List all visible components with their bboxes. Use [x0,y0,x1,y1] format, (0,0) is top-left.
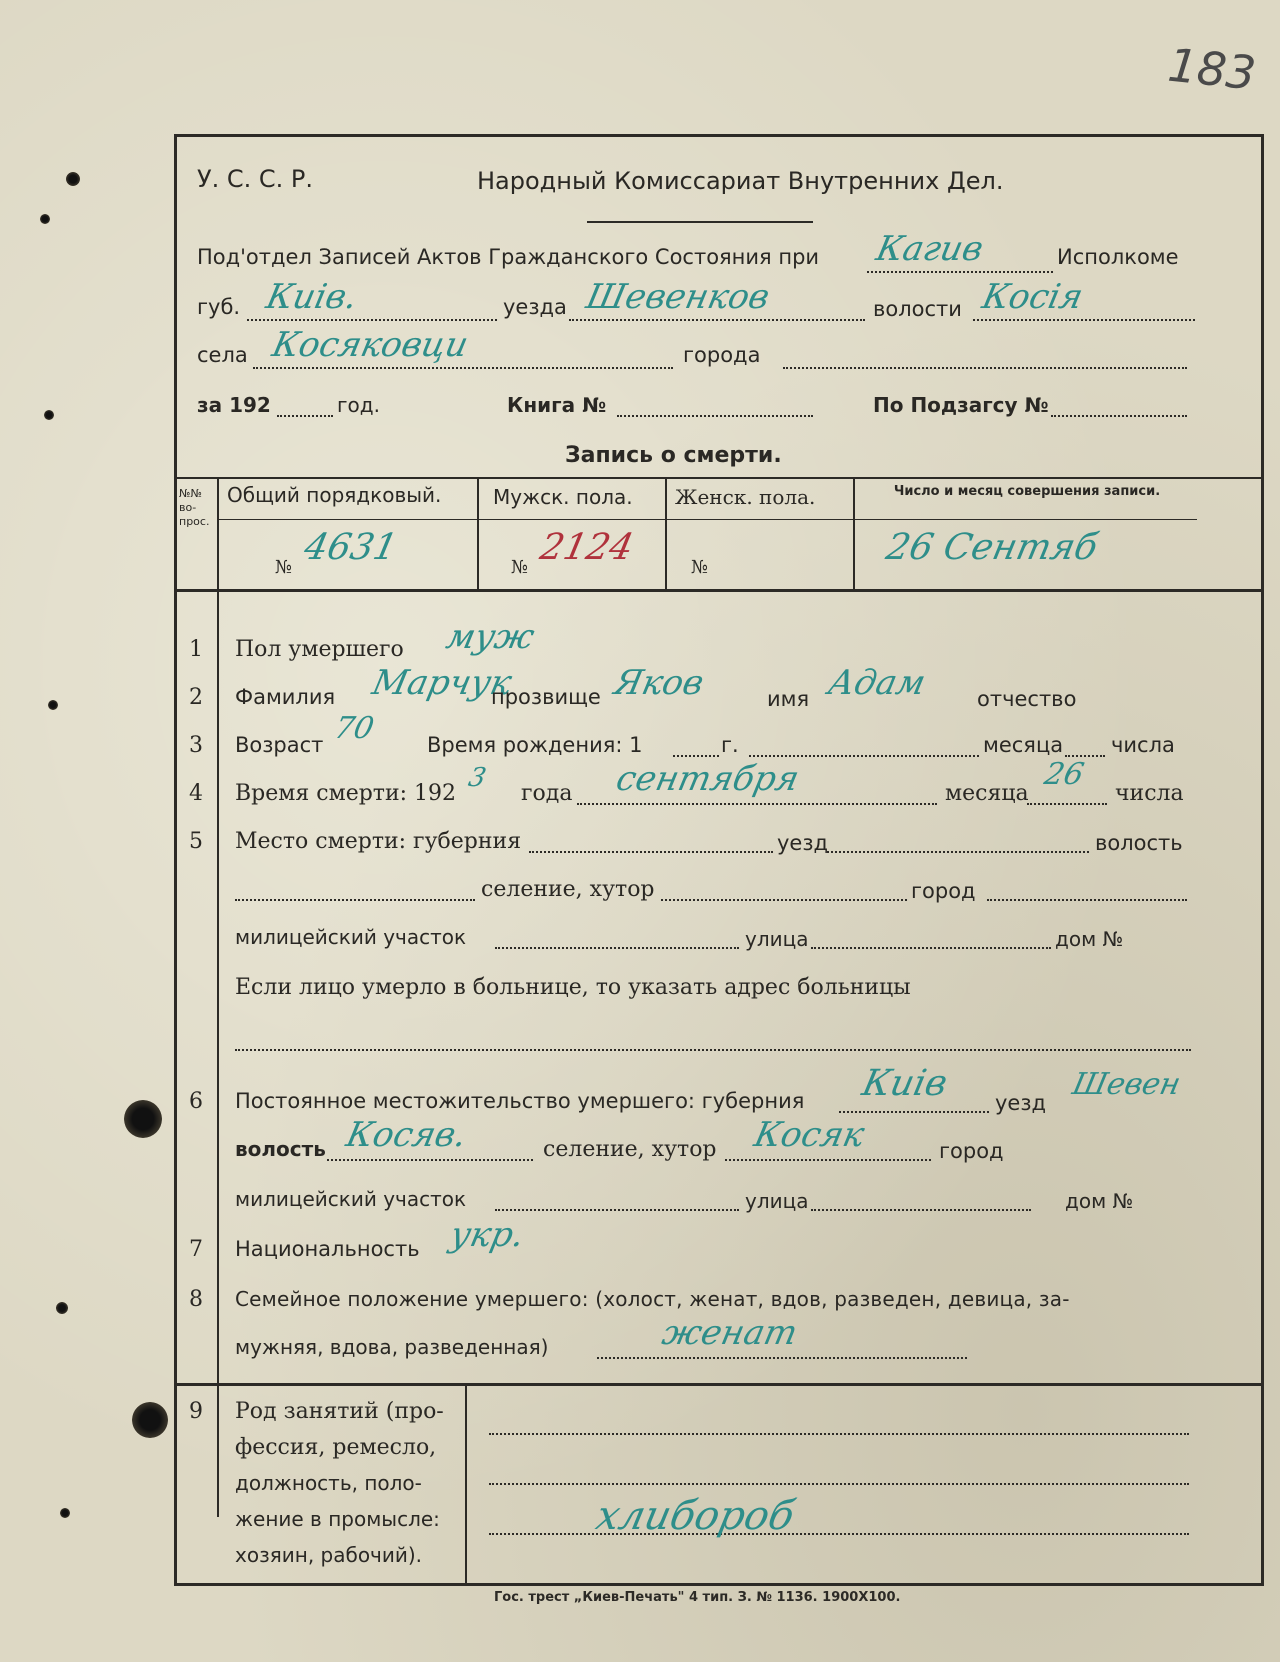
residence-uezd-label: уезд [995,1091,1047,1115]
col-rule [217,477,219,589]
podzags-label: По Подзагсу № [873,393,1049,417]
sex-value: муж [442,617,538,657]
no-sign: № [511,557,529,578]
residence-volost-label: волость [235,1137,326,1161]
col-general-number: Общий порядковый. [227,483,442,507]
punch-hole [44,410,54,420]
sex-label: Пол умершего [235,637,404,662]
marital-label: Семейное положение умершего: (холост, женат, вдов, разведен, девица, за- [235,1287,1070,1311]
gorod-label: города [683,343,761,367]
uezd-value: Шевенков [582,277,774,317]
selo-label: села [197,343,248,367]
death-month-value: сентября [612,759,803,799]
residence-uezd-value: Шевен [1069,1067,1184,1102]
nationality-value: укр. [446,1215,528,1255]
residence-house-label: дом № [1065,1189,1134,1213]
name-value: Адам [824,663,930,703]
uezd-line [569,319,865,321]
gub-line [247,319,497,321]
residence-volost-value: Косяв. [342,1115,471,1155]
punch-hole [48,700,58,710]
record-title: Запись о смерти. [565,443,782,468]
uezd-label: уезда [503,295,567,319]
residence-selenie-label: селение, хутор [543,1137,717,1162]
death-selenie-label: селение, хутор [481,877,655,902]
birth-label: Время рождения: 1 [427,733,643,757]
q-number: 9 [189,1399,203,1424]
q-number: 1 [189,637,203,662]
occupation-value: хлибороб [592,1493,799,1539]
age-label: Возраст [235,733,324,757]
ispolkom-label: Исполкоме [1057,245,1179,269]
commissariat-title: Народный Комиссариат Внутренних Дел. [477,167,1004,195]
hospital-line [235,1049,1191,1051]
death-gub-line [529,851,773,853]
occupation-line [489,1433,1189,1435]
q-number: 7 [189,1237,203,1262]
q-number: 8 [189,1287,203,1312]
death-day-value: 26 [1041,757,1087,792]
col-rule [477,477,479,589]
gub-value: Киiв. [262,277,361,317]
gorod-line [783,367,1187,369]
death-militia-label: милицейский участок [235,925,467,949]
selo-line [253,367,673,369]
q-number: 6 [189,1089,203,1114]
death-year-value: 3 [465,763,489,793]
podzags-line [1051,415,1187,417]
col-rule [465,1383,467,1583]
divider [587,221,813,223]
nickname-value: Яков [610,663,708,703]
occupation-label-2: фессия, ремесло, [235,1435,437,1460]
death-day-label: числа [1115,781,1184,806]
male-number-value: 2124 [536,527,637,568]
residence-gub-line [839,1111,989,1113]
punch-hole [56,1302,68,1314]
occupation-label-5: хозяин, рабочий). [235,1543,423,1567]
god-label: год. [337,393,380,417]
residence-gorod-label: город [939,1139,1004,1163]
residence-label: Постоянное местожительство умершего: губерния [235,1089,805,1113]
selo-value: Косяковци [268,325,472,365]
residence-street-label: улица [745,1189,809,1213]
age-value: 70 [331,711,377,746]
death-goda-label: года [521,781,573,806]
rule [177,477,1261,479]
residence-militia-line [495,1209,739,1211]
printer-footer: Гос. трест „Киев-Печать" 4 тип. З. № 1136. 1900Х100. [494,1590,901,1605]
general-number-value: 4631 [300,527,401,568]
death-uezd-label: уезд [777,831,829,855]
col-male: Мужск. пола. [493,485,633,509]
punch-hole [66,172,80,186]
occupation-label-3: должность, поло- [235,1471,422,1495]
rule [217,519,1197,520]
birth-month-line [749,755,979,757]
q-number: 5 [189,829,203,854]
death-volost-line [235,899,475,901]
occupation-label-1: Род занятий (про- [235,1399,444,1424]
death-uezd-line [827,851,1089,853]
death-month-label: месяца [945,781,1029,806]
death-gorod-label: город [911,879,976,903]
residence-militia-label: милицейский участок [235,1187,467,1211]
nickname-label: прозвище [491,685,601,709]
num-col-rule [217,589,219,1517]
rule [177,1383,1261,1386]
death-day-line [1027,803,1107,805]
rule [177,589,1261,592]
col-rule [853,477,855,589]
birth-day-label: числа [1111,733,1175,757]
name-label: имя [767,687,810,711]
marital-value: женат [658,1313,801,1353]
col-rule [665,477,667,589]
question-number-header: №№ во- прос. [179,487,210,528]
patronymic-label: отчество [977,687,1077,711]
death-street-line [811,947,1051,949]
birth-month-label: месяца [983,733,1064,757]
q-number: 4 [189,781,203,806]
marital-label-cont: мужняя, вдова, разведенная) [235,1335,549,1359]
occupation-line [489,1483,1189,1485]
no-sign: № [691,557,709,578]
death-militia-line [495,947,739,949]
subdept-line [867,271,1053,273]
birth-year-line [673,755,719,757]
residence-gub-value: Киiв [858,1063,951,1104]
volost-value: Косiя [978,277,1087,317]
residence-street-line [811,1209,1031,1211]
no-sign: № [275,557,293,578]
gub-label: губ. [197,295,241,319]
surname-label: Фамилия [235,685,336,709]
death-street-label: улица [745,927,809,951]
residence-selenie-line [725,1159,931,1161]
col-record-date: Число и месяц совершения записи. [893,484,1161,499]
nationality-label: Национальность [235,1237,420,1261]
volost-label: волости [873,297,962,321]
q-number: 3 [189,733,203,758]
marital-line [597,1357,967,1359]
death-record-form [174,134,1264,1586]
volost-line [973,319,1195,321]
residence-volost-line [327,1159,533,1161]
q-number: 2 [189,685,203,710]
occupation-label-4: жение в промысле: [235,1507,440,1531]
death-place-label: Место смерти: губерния [235,829,522,854]
kniga-line [617,415,813,417]
death-house-label: дом № [1055,927,1124,951]
punch-hole [40,214,50,224]
surname-value: Марчук [368,663,516,703]
punch-hole [60,1508,70,1518]
republic-label: У. С. С. Р. [197,165,314,193]
death-gorod-line [987,899,1187,901]
punch-hole [124,1100,162,1138]
death-volost-label: волость [1095,831,1183,855]
col-female: Женск. пола. [675,485,816,509]
hospital-label: Если лицо умерло в больнице, то указать адрес больницы [235,975,911,1000]
punch-hole [132,1402,168,1438]
birth-g-label: г. [721,733,739,757]
year-label: за 192 [197,393,271,417]
residence-selenie-value: Косяк [750,1115,868,1155]
subdept-value: Кагив [872,229,987,269]
subdept-label: Под'отдел Записей Актов Гражданского Состояния при [197,245,820,269]
record-date-value: 26 Сентяб [882,527,1102,568]
death-selenie-line [661,899,907,901]
death-month-line [577,803,937,805]
death-time-label: Время смерти: 192 [235,781,457,806]
page-number: 183 [1165,37,1259,101]
year-line [277,415,333,417]
kniga-label: Книга № [507,393,607,417]
